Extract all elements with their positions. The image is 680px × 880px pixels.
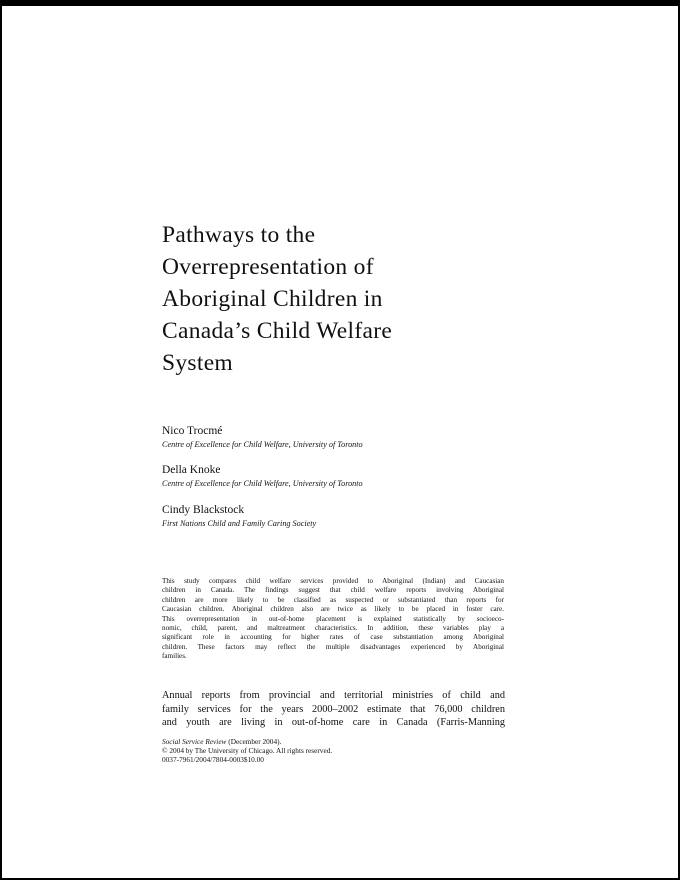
abstract-line: This study compares child welfare services provided to Aboriginal (Indian) and Caucasian — [162, 577, 504, 585]
abstract-line: children are more likely to be classified as suspected or substantiated than reports for — [162, 595, 504, 604]
paper-title — [162, 219, 492, 379]
abstract-line: nomic, child, parent, and maltreatment characteristics. In addition, these variables play a — [162, 624, 504, 633]
title-line: Pathways to the — [162, 222, 316, 248]
title-line: Canada’s Child Welfare — [162, 318, 393, 344]
title-line: Overrepresentation of — [162, 254, 374, 280]
title-line: System — [162, 350, 234, 376]
author-affiliation: First Nations Child and Family Caring Society — [162, 519, 317, 528]
author-affiliation: Centre of Excellence for Child Welfare, University of Toronto — [162, 440, 363, 449]
body-line: family services for the years 2000–2002 estimate that 76,000 children — [162, 703, 505, 715]
author-block — [162, 503, 542, 529]
author-affiliation: Centre of Excellence for Child Welfare, University of Toronto — [162, 479, 363, 488]
citation-line — [162, 737, 462, 746]
body-line: Annual reports from provincial and territorial ministries of child and — [162, 690, 505, 701]
abstract-line: significant role in accounting for higher rates of case substantiation among Aboriginal — [162, 633, 504, 642]
author-name: Nico Trocmé — [162, 425, 223, 437]
abstract-line: This overrepresentation in out-of-home placement is explained statistically by socioeco- — [162, 614, 504, 623]
abstract-line: children. These factors may reflect the multiple disadvantages experienced by Aboriginal — [162, 642, 504, 651]
abstract — [162, 577, 504, 662]
abstract-line: children in Canada. The findings suggest that child welfare reports involving Aboriginal — [162, 586, 504, 595]
article-code: 0037-7961/2004/7804-0003$10.00 — [162, 755, 264, 764]
journal-name: Social Service Review — [162, 737, 227, 746]
journal-issue: (December 2004). — [226, 737, 282, 746]
author-name: Della Knoke — [162, 464, 221, 476]
abstract-line: Caucasian children. Aboriginal children also are twice as likely to be placed in foster care. — [162, 605, 504, 614]
author-name: Cindy Blackstock — [162, 504, 245, 516]
title-line: Aboriginal Children in — [162, 286, 383, 312]
author-block — [162, 424, 542, 450]
body-paragraph — [162, 689, 505, 730]
copyright-line: © 2004 by The University of Chicago. All rights reserved. — [162, 746, 333, 755]
author-block — [162, 463, 542, 489]
body-line: and youth are living in out-of-home care in Canada (Farris-Manning — [162, 717, 505, 729]
publication-footnote — [162, 737, 462, 764]
abstract-line: families. — [162, 652, 187, 661]
